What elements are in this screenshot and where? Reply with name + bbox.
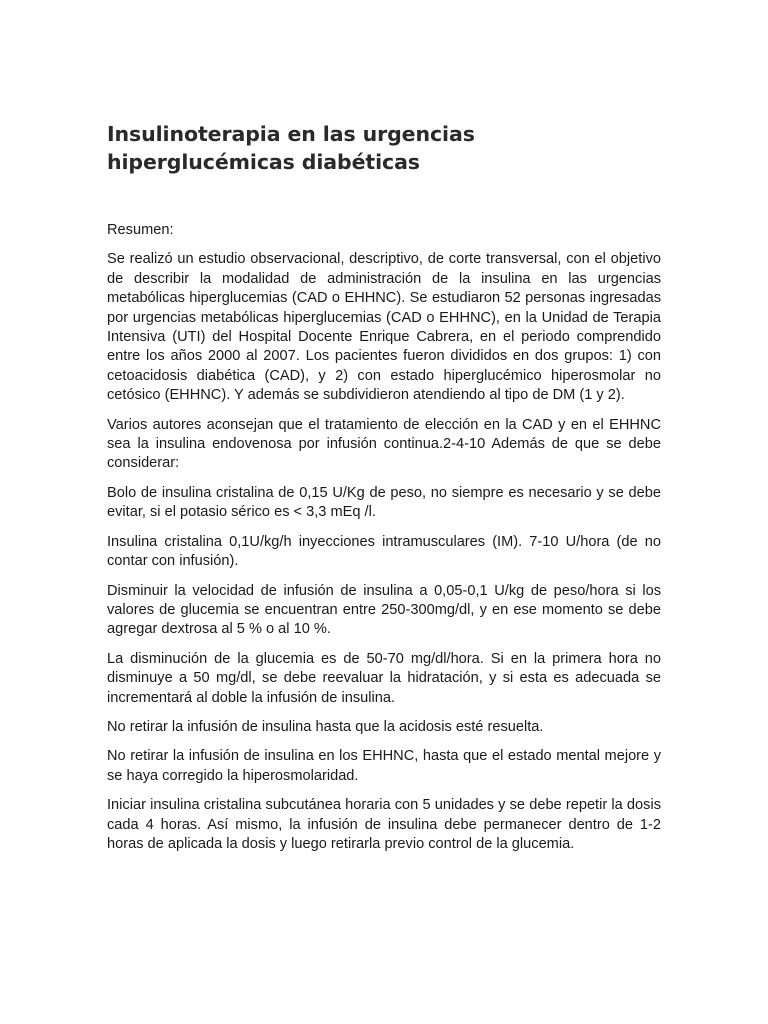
paragraph-treatment-recommendation: Varios autores aconsejan que el tratamiento de elección en la CAD y en el EHHNC sea la insulina endovenosa por infusión continua.2-4-10 Además de que se debe considerar: xyxy=(107,416,661,472)
paragraph-subcutaneous-insulin: Iniciar insulina cristalina subcutánea horaria con 5 unidades y se debe repetir la dosis cada 4 horas. Así mismo, la infusión de insulina debe permanecer dentro de 1-2 horas de aplicada la dosis y luego retirarla previo control de la glucemia. xyxy=(107,797,661,852)
paragraph-glucose-decrease: La disminución de la glucemia es de 50-70 mg/dl/hora. Si en la primera hora no disminuye a 50 mg/dl, se debe reevaluar la hidratación, y si esta es adecuada se incrementará al doble la infusión de insulina. xyxy=(107,650,661,706)
paragraph-acidosis: No retirar la infusión de insulina hasta que la acidosis esté resuelta. xyxy=(107,718,544,735)
document-page xyxy=(107,120,661,864)
document-title: Insulinoterapia en las urgencias hiperglucémicas diabéticas xyxy=(107,122,475,174)
paragraph-intramuscular-insulin: Insulina cristalina 0,1U/kg/h inyecciones intramusculares (IM). 7-10 U/hora (de no contar con infusión). xyxy=(107,533,661,570)
summary-label: Resumen: xyxy=(107,222,174,238)
paragraph-ehhnc: No retirar la infusión de insulina en los EHHNC, hasta que el estado mental mejore y se haya corregido la hiperosmolaridad. xyxy=(107,748,661,784)
paragraph-insulin-bolus: Bolo de insulina cristalina de 0,15 U/Kg de peso, no siempre es necesario y se debe evitar, si el potasio sérico es < 3,3 mEq /l. xyxy=(107,484,661,521)
paragraph-study-description: Se realizó un estudio observacional, descriptivo, de corte transversal, con el objetivo de describir la modalidad de administración de la insulina en las urgencias metabólicas hiperglucemias (CAD o EHHNC). Se estudiaron 52 personas ingresadas por urgencias metabólicas hiperglucemias (CAD o EHHNC), en la Unidad de Terapia Intensiva (UTI) del Hospital Docente Enrique Cabrera, en el periodo comprendido entre los años 2000 al 2007. Los pacientes fueron divididos en dos grupos: 1) con cetoacidosis diabética (CAD), y 2) con estado hiperglucémico hiperosmolar no cetósico (EHHNC). Y además se subdividieron atendiendo al tipo de DM (1 y 2). xyxy=(107,251,661,404)
paragraph-reduce-infusion: Disminuir la velocidad de infusión de insulina a 0,05-0,1 U/kg de peso/hora si los valores de glucemia se encuentran entre 250-300mg/dl, y en ese momento se debe agregar dextrosa al 5 % o al 10 %. xyxy=(107,582,661,638)
